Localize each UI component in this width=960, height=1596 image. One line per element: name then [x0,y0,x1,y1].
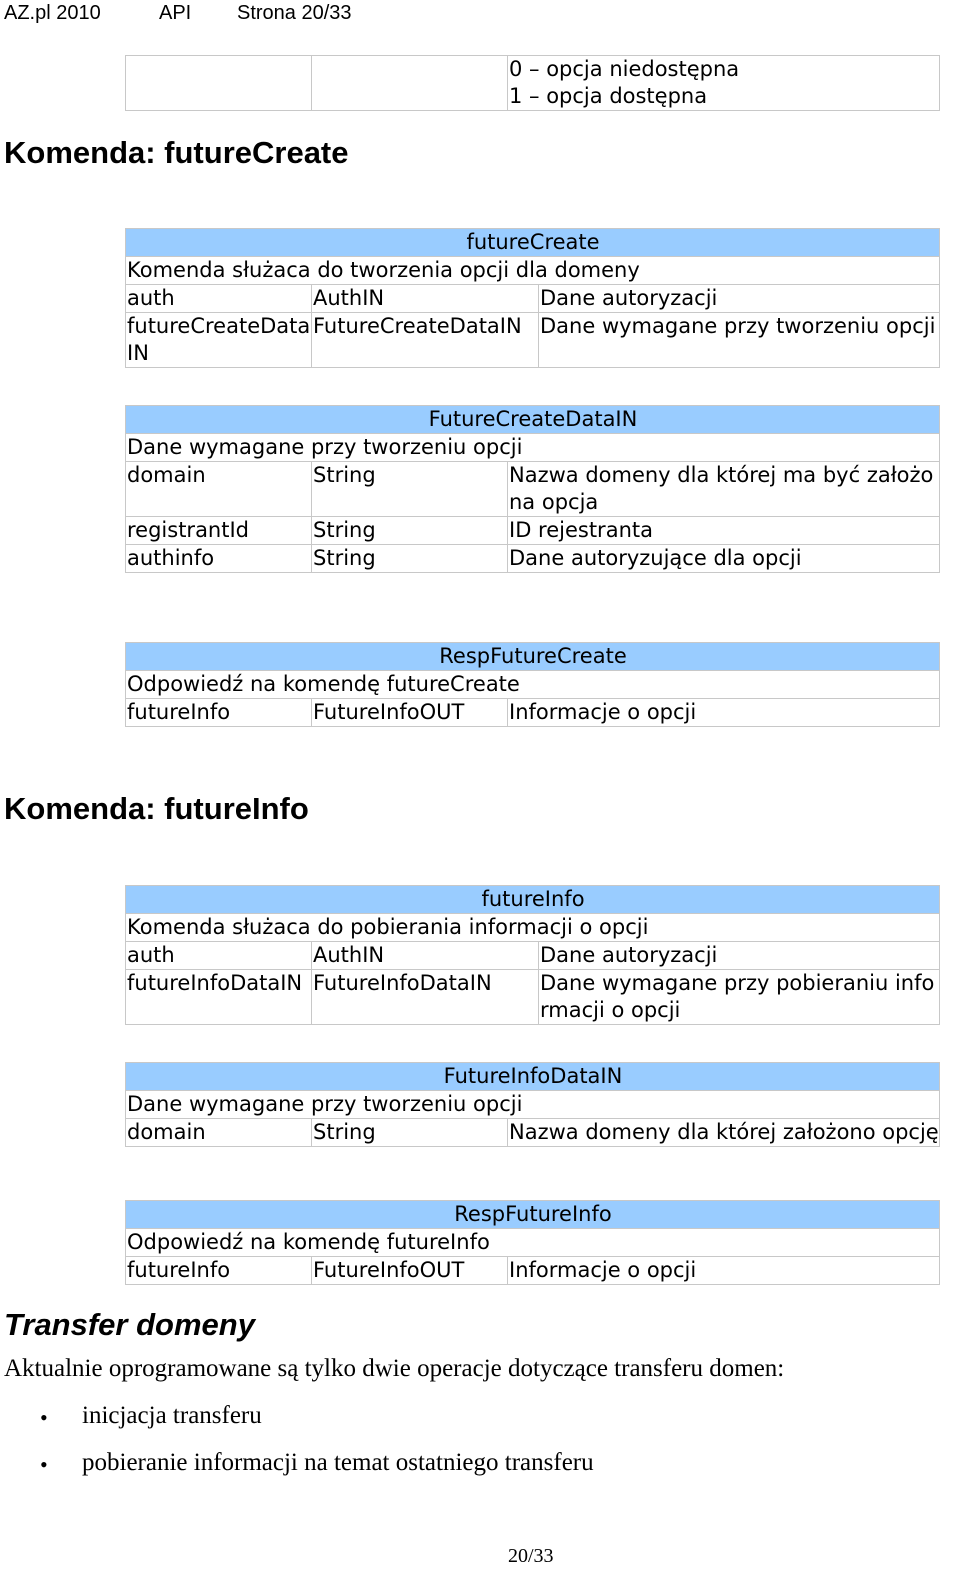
table-title: futureInfo [126,886,940,914]
table-row [126,970,940,1025]
table-title: FutureCreateDataIN [126,406,940,434]
field-name: futureCreateDataIN [126,313,312,368]
futureinfodatain-table [125,1062,940,1147]
field-type: AuthIN [312,285,539,313]
table-row [126,517,940,545]
option-value-1: 1 – opcja dostępna [509,84,708,108]
table-row [126,942,940,970]
field-type: String [312,1119,508,1147]
table-row [126,1119,940,1147]
field-description: Dane wymagane przy pobieraniu informacji o opcji [539,970,940,1025]
table-description: Dane wymagane przy tworzeniu opcji [126,1091,940,1119]
header-page: Strona 20/33 [237,2,352,24]
field-name: auth [126,285,312,313]
section-heading-transfer: Transfer domeny [4,1307,255,1342]
field-type: FutureInfoDataIN [312,970,539,1025]
field-type: String [312,462,508,517]
command-heading-futurecreate: Komenda: futureCreate [4,135,349,170]
table-cell [126,56,312,111]
table-cell [312,56,508,111]
respfuturecreate-table [125,642,940,727]
bullet-icon: • [40,1405,48,1430]
table-row [126,56,940,111]
field-name: futureInfo [126,1257,312,1285]
field-name: auth [126,942,312,970]
page-number: 20/33 [508,1545,554,1567]
field-name: authinfo [126,545,312,573]
futureinfo-table [125,885,940,1025]
transfer-intro: Aktualnie oprogramowane są tylko dwie operacje dotyczące transferu domen: [4,1355,785,1382]
table-title: RespFutureCreate [126,643,940,671]
list-item: pobieranie informacji na temat ostatniego transferu [82,1449,594,1476]
header-site: AZ.pl 2010 [4,2,101,24]
field-type: FutureInfoOUT [312,1257,508,1285]
field-description: Informacje o opcji [508,1257,940,1285]
field-description: Dane wymagane przy tworzeniu opcji [539,313,940,368]
field-description: Nazwa domeny dla której ma być założona opcja [508,462,940,517]
table-title-row [126,406,940,434]
field-description: Informacje o opcji [508,699,940,727]
table-cell [508,56,940,111]
field-type: String [312,517,508,545]
field-description: Dane autoryzacji [539,942,940,970]
table-row [126,462,940,517]
table-description: Odpowiedź na komendę futureInfo [126,1229,940,1257]
table-title-row [126,229,940,257]
table-desc-row [126,671,940,699]
field-type: FutureCreateDataIN [312,313,539,368]
bullet-icon: • [40,1452,48,1477]
table-row [126,699,940,727]
table-description: Komenda służaca do tworzenia opcji dla domeny [126,257,940,285]
field-name: domain [126,462,312,517]
respfutureinfo-table [125,1200,940,1285]
list-item: inicjacja transferu [82,1402,262,1429]
table-description: Dane wymagane przy tworzeniu opcji [126,434,940,462]
futurecreatedatain-table [125,405,940,573]
header-section: API [159,2,192,24]
field-description: ID rejestranta [508,517,940,545]
option-value-0: 0 – opcja niedostępna [509,57,740,81]
field-type: String [312,545,508,573]
field-name: futureInfoDataIN [126,970,312,1025]
table-title: FutureInfoDataIN [126,1063,940,1091]
table-desc-row [126,434,940,462]
table-row [126,545,940,573]
futurecreate-table [125,228,940,368]
table-desc-row [126,914,940,942]
table-title-row [126,1201,940,1229]
field-name: futureInfo [126,699,312,727]
field-description: Dane autoryzujące dla opcji [508,545,940,573]
table-desc-row [126,1091,940,1119]
field-description: Dane autoryzacji [539,285,940,313]
field-type: AuthIN [312,942,539,970]
table-row [126,1257,940,1285]
table-description: Komenda służaca do pobierania informacji o opcji [126,914,940,942]
field-name: domain [126,1119,312,1147]
table-title-row [126,886,940,914]
table-row [126,285,940,313]
field-type: FutureInfoOUT [312,699,508,727]
table-title-row [126,643,940,671]
table-description: Odpowiedź na komendę futureCreate [126,671,940,699]
table-desc-row [126,1229,940,1257]
table-title: futureCreate [126,229,940,257]
table-title: RespFutureInfo [126,1201,940,1229]
table-desc-row [126,257,940,285]
table-title-row [126,1063,940,1091]
top-table [125,55,940,111]
command-heading-futureinfo: Komenda: futureInfo [4,791,309,826]
field-description: Nazwa domeny dla której założono opcję [508,1119,940,1147]
table-row [126,313,940,368]
field-name: registrantId [126,517,312,545]
